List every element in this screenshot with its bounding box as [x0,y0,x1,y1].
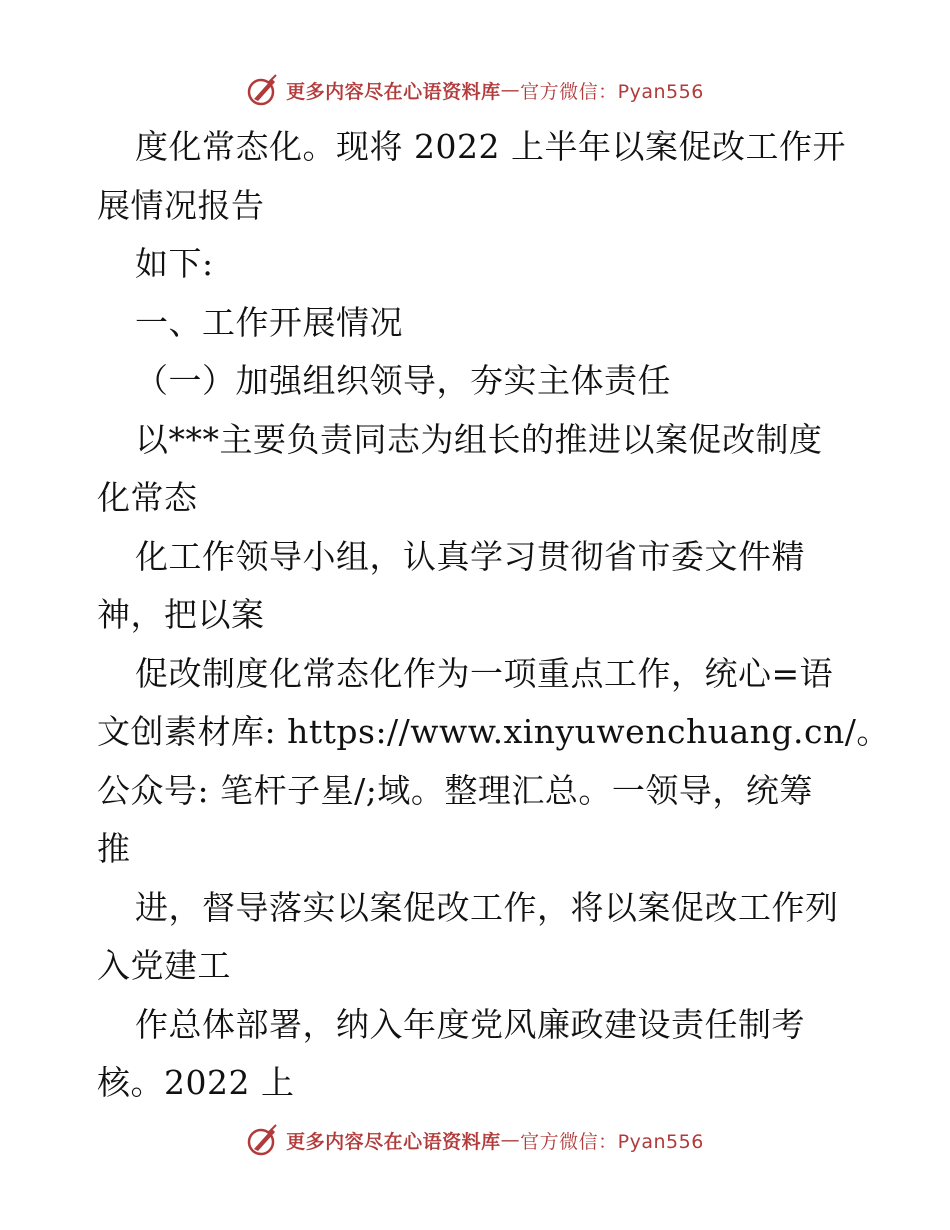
document-line: 文创素材库: https://www.xinyuwenchuang.cn/。 [97,712,890,751]
document-line: 化常态 [97,478,198,517]
document-line: 推 [97,829,131,868]
document-line: （一）加强组织领导，夯实主体责任 [135,361,671,400]
document-line: 进，督导落实以案促改工作，将以案促改工作列 [135,887,839,927]
document-body [97,118,890,1113]
document-line: 公众号: 笔杆子星/;域。整理汇总。一领导，统筹 [97,770,813,810]
document-line: 入党建工 [97,946,231,985]
document-line: 神，把以案 [97,595,265,634]
banner-wechat-text: 官方微信：Pyan556 [520,80,704,103]
quill-pen-logo-icon [246,73,280,107]
document-line: 作总体部署，纳入年度党风廉政建设责任制考 [135,1004,805,1044]
document-line: 化工作领导小组，认真学习贯彻省市委文件精 [135,536,805,576]
document-line: 促改制度化常态化作为一项重点工作，统心=语 [135,653,834,693]
banner-brand-text: 更多内容尽在心语资料库 [286,80,501,103]
banner-separator: — [500,79,521,101]
document-line: 如下: [135,244,214,283]
banner-brand-text: 更多内容尽在心语资料库 [286,1130,501,1153]
document-line: 度化常态化。现将 2022 上半年以案促改工作开 [135,127,846,166]
document-line: 以***主要负责同志为组长的推进以案促改制度 [135,419,823,459]
banner-wechat-text: 官方微信：Pyan556 [520,1130,704,1153]
document-line: 一、工作开展情况 [135,302,403,342]
footer-watermark-banner [0,1120,950,1160]
document-line: 展情况报告 [97,185,265,225]
quill-pen-logo-icon [246,1123,280,1157]
header-watermark-banner [0,70,950,110]
banner-separator: — [500,1129,521,1151]
document-line: 核。2022 上 [97,1063,295,1102]
